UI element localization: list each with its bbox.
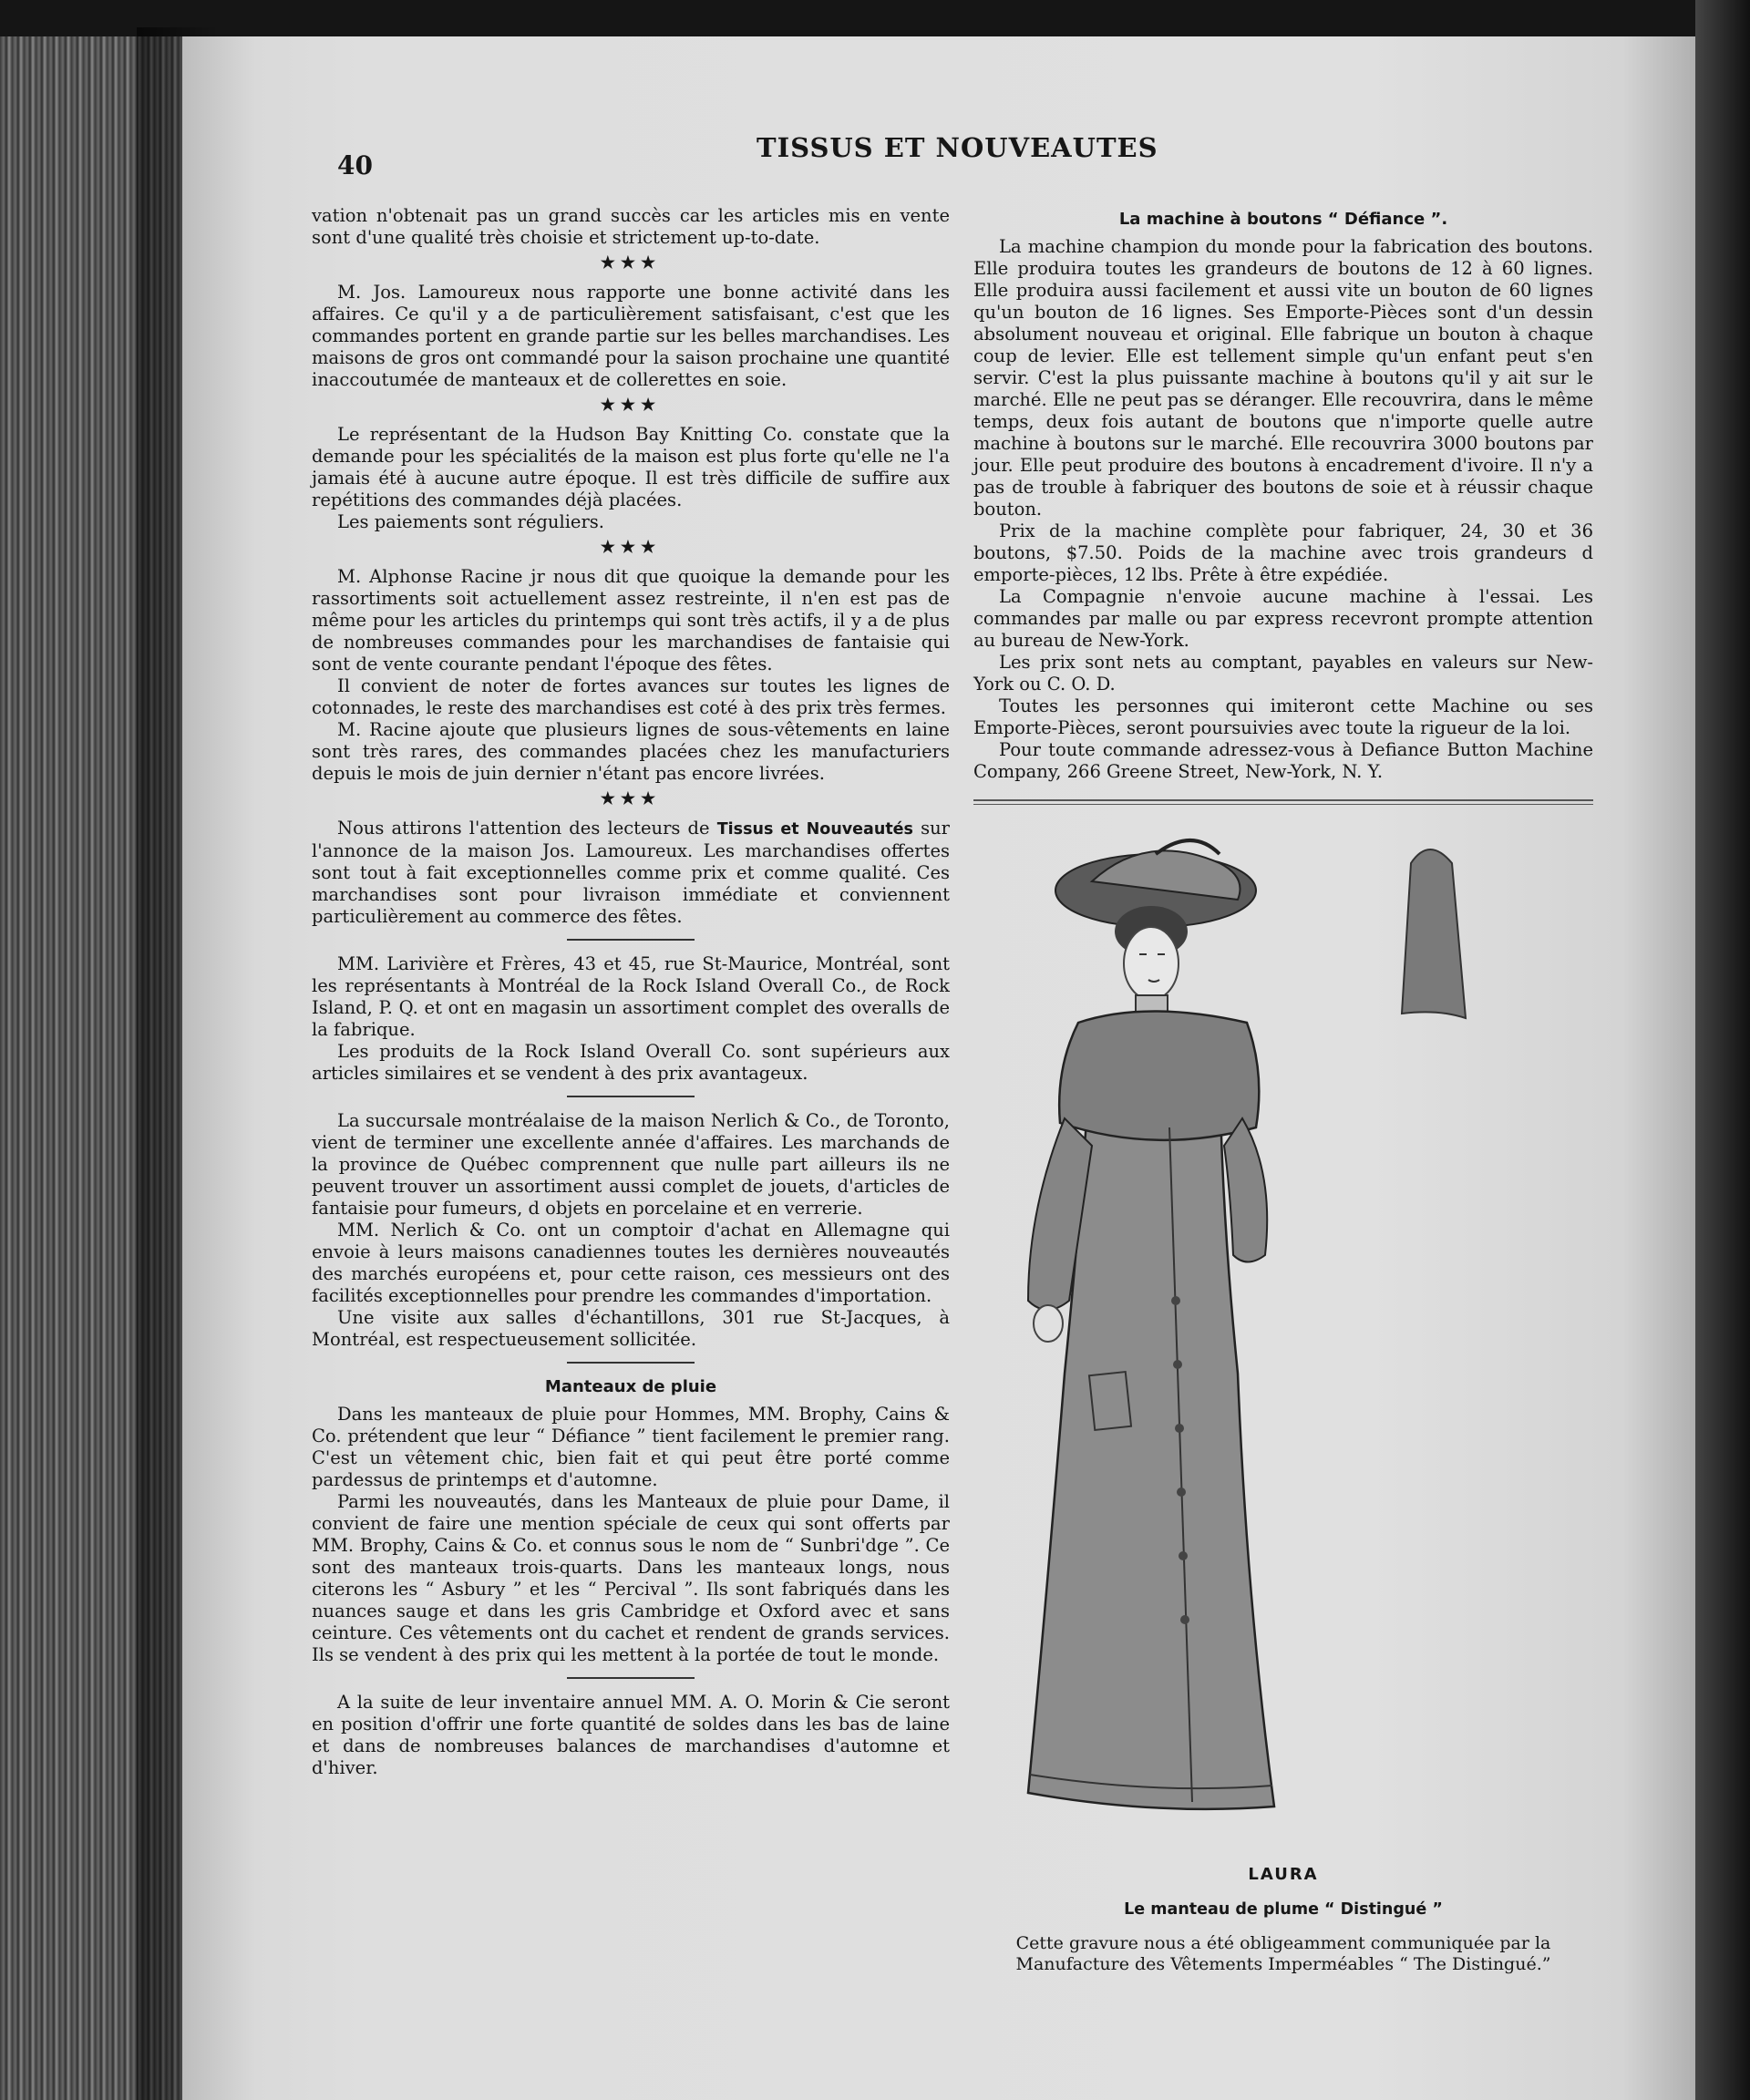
engraving-woman-in-raincoat — [973, 827, 1593, 1857]
running-head: TISSUS ET NOUVEAUTES — [757, 132, 1158, 163]
figure-name: LAURA — [1248, 1865, 1319, 1884]
paragraph: Prix de la machine complète pour fabriquer, 24, 30 et 36 boutons, $7.50. Poids de la machine avec trois grandeurs d emporte-pièces, 12 lbs. Prête à être expédiée. — [973, 520, 1593, 585]
paragraph: M. Jos. Lamoureux nous rapporte une bonne activité dans les affaires. Ce qu'il y a de particulièrement satisfaisant, c'est que les commandes portent en grande partie sur les belles marchandises. Les maisons de gros ont commandé pour la saison prochaine une quantité inaccoutumée de manteaux et de collerettes en soie. — [312, 282, 950, 390]
section-stars: ★★★ — [600, 396, 662, 415]
paragraph: Dans les manteaux de pluie pour Hommes, MM. Brophy, Cains & Co. prétendent que leur “ Défiance ” tient facilement le premier rang. C'est un vêtement chic, bien fait et qui peut être porté comme pardessus de printemps et d'automne. — [312, 1404, 950, 1490]
publication-name: Tissus et Nouveautés — [716, 820, 913, 839]
divider — [567, 1096, 695, 1097]
paragraph-lamoureux-ad — [312, 818, 950, 928]
paragraph: vation n'obtenait pas un grand succès car les articles mis en vente sont d'une qualité très choisie et strictement up-to-date. — [312, 205, 950, 248]
right-column — [973, 205, 1593, 1975]
paragraph: La Compagnie n'envoie aucune machine à l'essai. Les commandes par malle ou par express recevront prompte attention au bureau de New-York. — [973, 586, 1593, 651]
text: Nous attirons l'attention des lecteurs de — [337, 818, 717, 839]
double-divider — [973, 799, 1593, 805]
paragraph: Il convient de noter de fortes avances sur toutes les lignes de cotonnades, le reste des marchandises est coté à des prix très fermes. — [312, 675, 950, 718]
paragraph: Les paiements sont réguliers. — [337, 511, 604, 532]
paragraph: La succursale montréalaise de la maison Nerlich & Co., de Toronto, vient de terminer une excellente année d'affaires. Les marchands de la province de Québec comprennent que nulle part ailleurs ils ne peuvent trouver un assortiment aussi complet de jouets, d'articles de fantaisie pour fumeurs, d objets en porcelaine et en verrerie. — [312, 1110, 950, 1219]
paragraph: Le représentant de la Hudson Bay Knitting Co. constate que la demande pour les spécialités de la maison est plus forte qu'elle ne l'a jamais été à aucune autre époque. Il est très difficile de suffire aux repétitions des commandes déjà placées. — [312, 424, 950, 510]
left-column — [312, 205, 950, 1779]
paragraph: Pour toute commande adressez-vous à Defiance Button Machine Company, 266 Greene Street, New-York, N. Y. — [973, 739, 1593, 782]
section-stars: ★★★ — [600, 538, 662, 557]
right-background — [1695, 0, 1750, 2100]
divider — [567, 1362, 695, 1364]
top-background — [0, 0, 1750, 36]
figure-title: Le manteau de plume “ Distingué ” — [1124, 1900, 1443, 1919]
paragraph: MM. Larivière et Frères, 43 et 45, rue St-Maurice, Montréal, sont les représentants à Montréal de la Rock Island Overall Co., de Rock Island, P. Q. et ont en magasin un assortiment complet des overalls de la fabrique. — [312, 953, 950, 1040]
section-stars: ★★★ — [600, 789, 662, 808]
paragraph: Les prix sont nets au comptant, payables en valeurs sur New-York ou C. O. D. — [973, 652, 1593, 695]
divider — [567, 939, 695, 941]
section-stars: ★★★ — [600, 253, 662, 273]
paragraph: M. Alphonse Racine jr nous dit que quoique la demande pour les rassortiments soit actuellement assez restreinte, il n'en est pas de même pour les articles du printemps qui sont très actifs, il y a de plus de nombreuses commandes pour les marchandises de fantaisie qui sont de vente courante pendant l'époque des fêtes. — [312, 566, 950, 674]
coat-illustration — [973, 827, 1593, 1857]
page-number: 40 — [337, 150, 373, 180]
paragraph: A la suite de leur inventaire annuel MM. A. O. Morin & Cie seront en position d'offrir une forte quantité de soldes dans les bas de laine et dans de nombreuses balances de marchandises d'automne et d'hiver. — [312, 1692, 950, 1778]
text: sur l'annonce de la maison Jos. Lamoureux. Les marchandises offertes sont tout à fait exceptionnelles comme prix et comme qualité. Ces marchandises sont pour livraison immédiate et conviennent particulièrement au commerce des fêtes. — [312, 818, 951, 927]
paragraph: La machine champion du monde pour la fabrication des boutons. Elle produira toutes les grandeurs de boutons de 12 à 60 lignes. Elle produira aussi facilement et aussi vite un bouton de 60 lignes qu'un bouton de 16 lignes. Ses Emporte-Pièces sont d'un dessin absolument nouveau et original. Elle fabrique un bouton à chaque coup de levier. Elle est tellement simple qu'un enfant peut s'en servir. C'est la plus puissante machine à boutons qu'il y ait sur le marché. Elle ne peut pas se déranger. Elle recouvrira, dans le même temps, deux fois autant de boutons que n'importe quelle autre machine à boutons sur le marché. Elle recouvrira 3000 boutons par jour. Elle peut produire des boutons à encadrement d'ivoire. Il n'y a pas de trouble à fabriquer des boutons de soie et à réussir chaque bouton. — [973, 236, 1593, 520]
section-heading: Manteaux de pluie — [544, 1377, 717, 1396]
divider — [567, 1677, 695, 1679]
figure-credit: Cette gravure nous a été obligeamment communiquée par la Manufacture des Vêtements Imperméables “ The Distingué.” — [1015, 1933, 1551, 1974]
paragraph: Les produits de la Rock Island Overall Co. sont supérieurs aux articles similaires et se vendent à des prix avantageux. — [312, 1041, 950, 1084]
paragraph: M. Racine ajoute que plusieurs lignes de sous-vêtements en laine sont très rares, des commandes placées chez les manufacturiers depuis le mois de juin dernier n'étant pas encore livrées. — [312, 719, 950, 784]
section-heading: La machine à boutons “ Défiance ”. — [1118, 210, 1448, 229]
magazine-page — [182, 36, 1695, 2100]
paragraph: MM. Nerlich & Co. ont un comptoir d'achat en Allemagne qui envoie à leurs maisons canadiennes toutes les dernières nouveautés des marchés européens et, pour cette raison, ces messieurs ont des facilités exceptionnelles pour prendre les commandes d'importation. — [312, 1220, 950, 1306]
paragraph: Parmi les nouveautés, dans les Manteaux de pluie pour Dame, il convient de faire une mention spéciale de ceux qui sont offerts par MM. Brophy, Cains & Co. et connus sous le nom de “ Sunbri'dge ”. Ce sont des manteaux trois-quarts. Dans les manteaux longs, nous citerons les “ Asbury ” et les “ Percival ”. Ils sont fabriqués dans les nuances sauge et dans les gris Cambridge et Oxford avec et sans ceinture. Ces vêtements ont du cachet et rendent de grands services. Ils se vendent à des prix qui les mettent à la portée de tout le monde. — [312, 1491, 950, 1665]
paragraph: Une visite aux salles d'échantillons, 301 rue St-Jacques, à Montréal, est respectueusement sollicitée. — [312, 1307, 950, 1350]
paragraph: Toutes les personnes qui imiteront cette Machine ou ses Emporte-Pièces, seront poursuivies avec toute la rigueur de la loi. — [973, 695, 1593, 738]
